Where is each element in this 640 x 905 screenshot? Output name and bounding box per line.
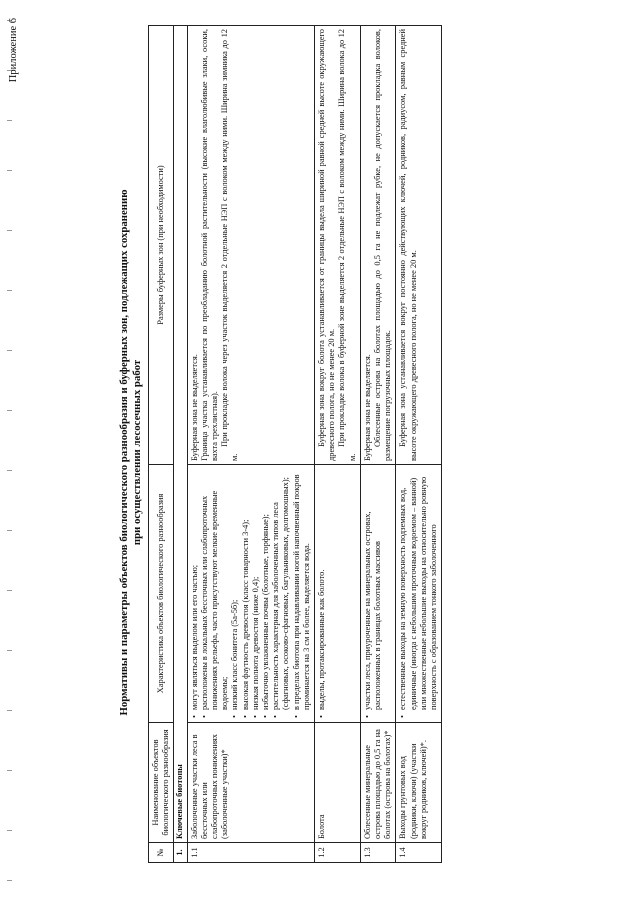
table-row [396, 26, 442, 863]
row-num: 1.3 [360, 843, 396, 863]
row-buffer [360, 26, 396, 465]
row-characteristics [396, 465, 442, 723]
list-item: • высокая фаутность древостоя (класс товарности 3-4); [241, 468, 251, 710]
row-characteristics [315, 465, 361, 723]
title-line-2: при осуществлении лесосечных работ [131, 359, 143, 546]
list-item: • естественные выходы на земную поверхность подземных вод, единичные (иногда с небольшим проточным водоемом – ванной) или множественные небольшие выходы на относительно ровную поверхность с образованием тонкого заболоченного [398, 468, 439, 710]
row-characteristics [187, 465, 314, 723]
title-line-1: Нормативы и параметры объектов биологического разнообразия и буферных зон, подлежащих сохранению [118, 189, 130, 716]
list-item: • выделы, протаксированные как болото. [317, 468, 327, 710]
row-num: 1.4 [396, 843, 442, 863]
list-item: • расположены в локальных бессточных или слабопроточных понижениях рельефа, часто присутствуют мелкие временные водоемы; [200, 468, 231, 710]
list-item: • участки леса, приуроченные на минеральных островах, расположенных в границах болотных массивов [363, 468, 383, 710]
row-buffer [315, 26, 361, 465]
buffer-paragraph: При прокладке волока через участок выделяется 2 отдельные НЭП с волоком между ними. Ширина зимника до 12 м. [220, 29, 240, 461]
row-characteristics [360, 465, 396, 723]
buffer-paragraph: Буферная зона вокруг болота устанавливается от границы выдела шириной равной средней высоте окружающего древесного полога, но не менее 20 м. [317, 29, 337, 461]
document-title [118, 60, 144, 845]
table-row [360, 26, 396, 863]
list-item: • низкий класс бонитета (5а-5б); [230, 468, 240, 710]
header-characteristics: Характеристика объектов биологического разнообразия [149, 465, 174, 723]
group-label: Ключевые биотопы [174, 26, 187, 843]
buffer-paragraph: Облесенные острова на болотах площадью до 0,5 га не подлежат рубке, не допускается прокладка волоков, размещение погрузочных площадок. [373, 29, 393, 461]
row-buffer [187, 26, 314, 465]
row-name: Заболоченные участки леса в бессточных или слабопроточных понижениях (заболоченные участки)* [187, 723, 314, 843]
list-item: • избыточно увлажненные почвы (болотные, торфяные); [261, 468, 271, 710]
row-name: Болота [315, 723, 361, 843]
header-row [149, 26, 174, 863]
group-num: 1. [174, 843, 187, 863]
row-name: Облесенные минеральные острова площадью до 0,5 га на болотах (острова на болотах)* [360, 723, 396, 843]
buffer-paragraph: При прокладке волока в буферной зоне выделяется 2 отдельные НЭП с волоком между ними. Ширина волока до 12 м. [337, 29, 357, 461]
group-row [174, 26, 187, 863]
row-num: 1.2 [315, 843, 361, 863]
header-buffer: Размеры буферных зон (при необходимости) [149, 26, 174, 465]
list-item: • низкая полнота древостоя (ниже 0,4); [251, 468, 261, 710]
buffer-paragraph: Буферная зона устанавливается вокруг постоянно действующих ключей, родников, радиусом, равным средней высоте окружающего древесного полога, но не менее 20 м. [398, 29, 418, 461]
list-item: • растительность характерная для заболоченных типов леса (сфагновых, осоково-сфагновых, багульниковых, долгомошных); [271, 468, 291, 710]
list-item: • в пределах биотопа при надавливании ногой напочвенный покров проминается на 3 см и более, выделяется вода. [292, 468, 312, 710]
row-buffer [396, 26, 442, 465]
table-row [187, 26, 314, 863]
header-num: № [149, 843, 174, 863]
header-name: Наименование объектов биологического разнообразия [149, 723, 174, 843]
row-name: Выходы грунтовых вод (родники, ключи) (участки вокруг родников, ключей)*. [396, 723, 442, 843]
buffer-paragraph: Граница участка устанавливается по преобладанию болотной растительности (высокие влаголюбивые злаки, осоки, вахта трехлистная). [199, 29, 220, 461]
list-item: • могут являться выделом или его частью; [190, 468, 200, 710]
biodiversity-table [148, 25, 442, 863]
appendix-label: Приложение 6 [8, 18, 19, 83]
buffer-paragraph: Буферная зона не выделяется. [189, 354, 199, 461]
buffer-paragraph: Буферная зона не выделяется. [362, 354, 372, 461]
row-num: 1.1 [187, 843, 314, 863]
table-row [315, 26, 361, 863]
